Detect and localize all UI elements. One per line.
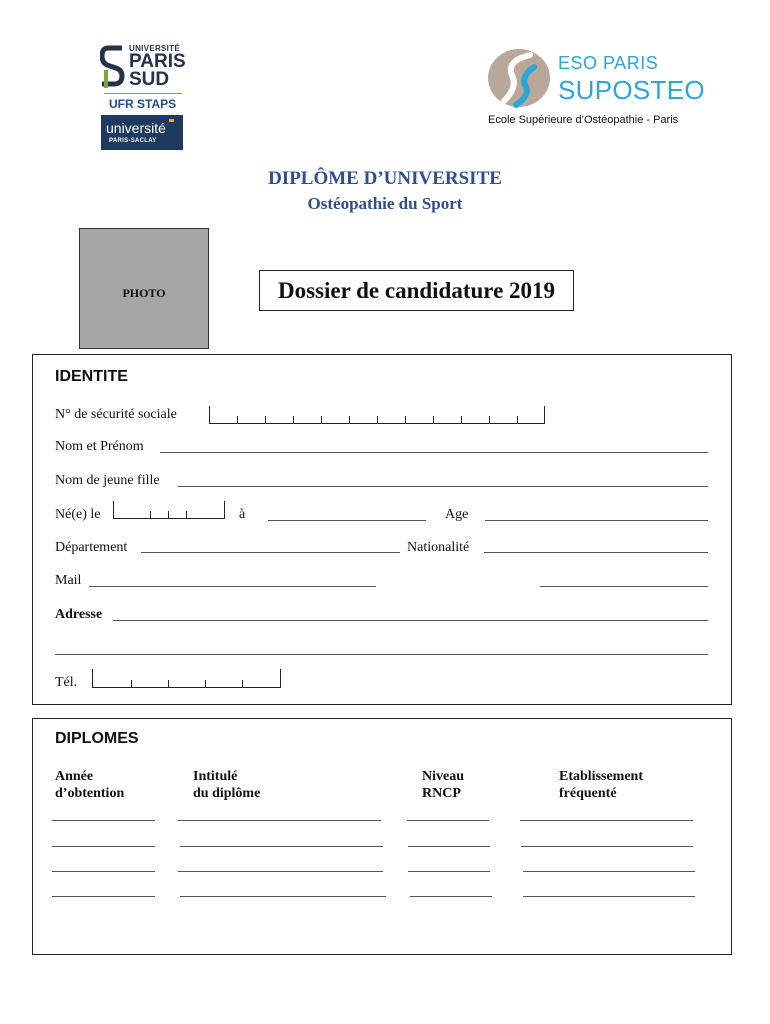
row3-niveau-field[interactable] [408, 871, 490, 872]
row4-intitule-field[interactable] [180, 896, 386, 897]
paris-sud-logo [100, 42, 184, 94]
saclay-accent [169, 119, 174, 122]
nationalite-field[interactable] [484, 552, 708, 553]
eso-subtitle: Ecole Supérieure d’Ostéopathie - Paris [488, 114, 679, 126]
ne-le-label: Né(e) le [55, 507, 101, 522]
departement-field[interactable] [141, 552, 400, 553]
paris-sud-s-icon [100, 44, 126, 90]
birthdate-field[interactable] [113, 501, 225, 519]
paris-saclay-logo [101, 115, 183, 150]
age-field[interactable] [485, 520, 708, 521]
col-etab-line1: Etablissement [559, 769, 643, 784]
birthplace-field[interactable] [268, 520, 426, 521]
adresse-field-line2[interactable] [55, 654, 708, 655]
col-niveau-line2: RNCP [422, 786, 461, 801]
secu-field[interactable] [209, 406, 545, 424]
row1-etab-field[interactable] [520, 820, 693, 821]
jeune-fille-field[interactable] [178, 486, 708, 487]
photo-label: PHOTO [122, 286, 166, 300]
row3-etab-field[interactable] [523, 871, 695, 872]
eso-paris-text: ESO PARIS [558, 53, 659, 73]
paris-sud-paris-text: PARIS [129, 51, 186, 72]
nationalite-label: Nationalité [407, 540, 470, 555]
suposteo-text: SUPOSTEO [558, 75, 705, 105]
paris-sud-univ-text: UNIVERSITÉ [129, 44, 181, 53]
col-intitule-line1: Intitulé [193, 769, 238, 784]
row2-intitule-field[interactable] [180, 846, 383, 847]
row2-niveau-field[interactable] [408, 846, 490, 847]
row1-annee-field[interactable] [52, 820, 155, 821]
col-annee-line2: d’obtention [55, 786, 125, 801]
row3-intitule-field[interactable] [178, 871, 383, 872]
secu-label: N° de sécurité sociale [55, 407, 177, 422]
eso-emblem-icon [486, 47, 552, 109]
tel-label: Tél. [55, 675, 78, 690]
ufr-staps-label: UFR STAPS [109, 97, 177, 111]
adresse-field[interactable] [113, 620, 708, 621]
col-header-etablissement [559, 768, 643, 802]
row4-niveau-field[interactable] [410, 896, 492, 897]
col-intitule-line2: du diplôme [193, 786, 261, 801]
identite-title: IDENTITE [55, 368, 128, 385]
mail-field[interactable] [89, 586, 376, 587]
jeune-fille-label: Nom de jeune fille [55, 473, 160, 488]
diploma-subtitle: Ostéopathie du Sport [307, 194, 463, 213]
paris-sud-sud-text: SUD [129, 69, 170, 90]
col-etab-line2: fréquenté [559, 786, 617, 801]
diplomes-section [32, 718, 732, 955]
row4-annee-field[interactable] [52, 896, 155, 897]
age-label: Age [445, 507, 469, 522]
departement-label: Département [55, 540, 128, 555]
diplomes-title: DIPLOMES [55, 730, 139, 747]
col-header-annee [55, 768, 124, 802]
row2-annee-field[interactable] [52, 846, 155, 847]
ufr-divider [104, 93, 182, 94]
col-header-niveau [422, 768, 464, 802]
col-annee-line1: Année [55, 769, 94, 784]
photo-box[interactable] [79, 228, 209, 349]
a-label: à [239, 507, 246, 522]
row4-etab-field[interactable] [523, 896, 695, 897]
row1-niveau-field[interactable] [407, 820, 489, 821]
row1-intitule-field[interactable] [178, 820, 381, 821]
adresse-label: Adresse [55, 607, 103, 622]
tel-field[interactable] [92, 669, 281, 688]
saclay-univ-text: université [106, 120, 166, 136]
nom-field[interactable] [160, 452, 708, 453]
nom-label: Nom et Prénom [55, 439, 144, 454]
col-header-intitule [193, 768, 260, 802]
identite-section [32, 354, 732, 705]
row3-annee-field[interactable] [52, 871, 155, 872]
row2-etab-field[interactable] [521, 846, 693, 847]
mail-label: Mail [55, 573, 82, 588]
col-niveau-line1: Niveau [422, 769, 464, 784]
mail-field-extra[interactable] [540, 586, 708, 587]
saclay-name-text: PARIS-SACLAY [109, 138, 157, 144]
diploma-title: DIPLÔME D’UNIVERSITE [268, 168, 502, 189]
dossier-title: Dossier de candidature 2019 [277, 278, 556, 303]
dossier-title-box [259, 270, 574, 311]
